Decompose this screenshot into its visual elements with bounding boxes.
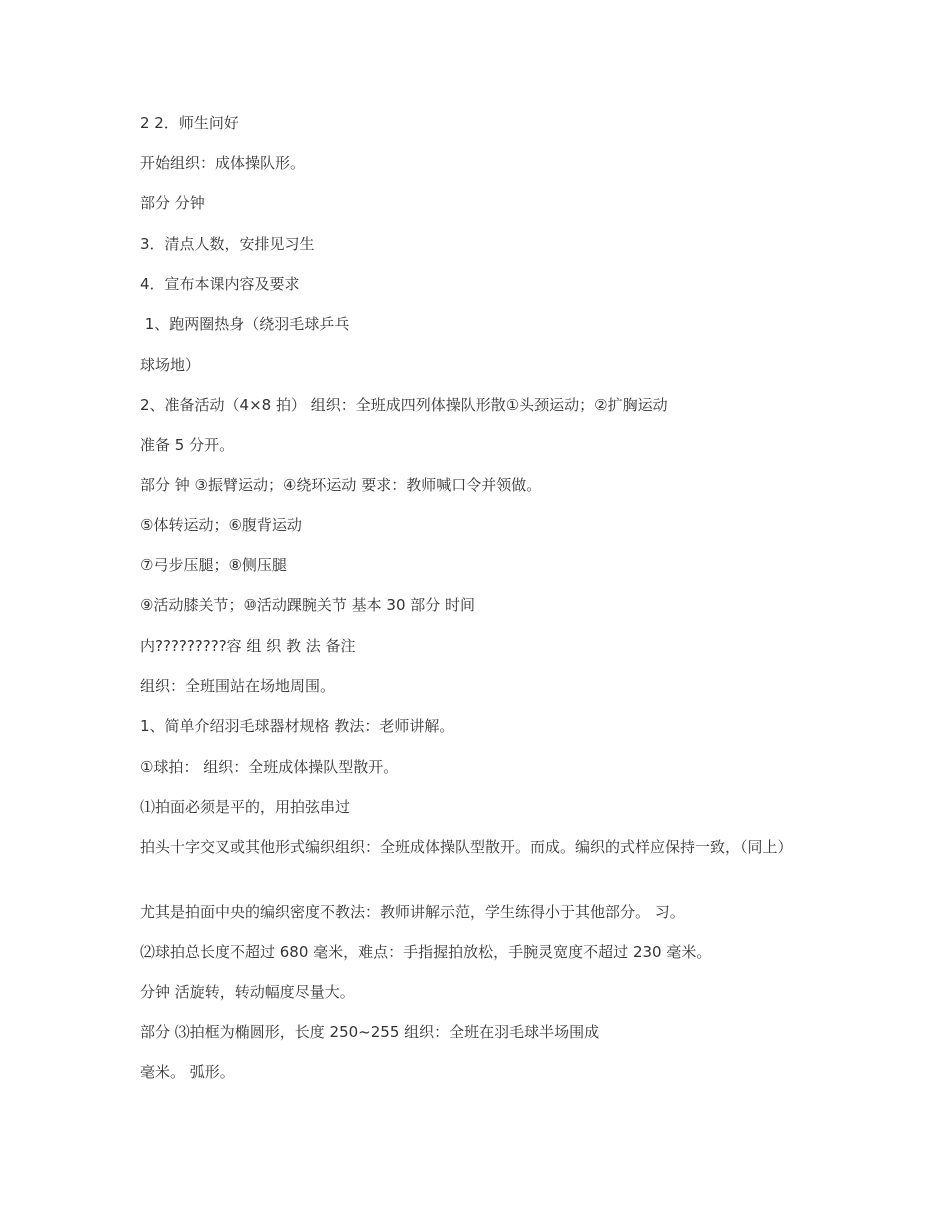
text-line-13: ⑨活动膝关节；⑩活动踝腕关节 基本 30 部分 时间 [140,596,476,614]
text-line-2: 开始组织：成体操队形。 [140,154,306,172]
text-line-6: 1、跑两圈热身（绕羽毛球乒乓 [140,315,350,333]
text-line-4: 3．清点人数，安排见习生 [140,235,315,253]
text-line-23: 部分 ⑶拍框为椭圆形，长度 250~255 组织：全班在羽毛球半场围成 [140,1023,600,1041]
text-line-14: 内?????????容 组 织 教 法 备注 [140,637,356,655]
text-line-10: 部分 钟 ③振臂运动；④绕环运动 要求：教师喊口令并领做。 [140,476,542,494]
text-line-12: ⑦弓步压腿；⑧侧压腿 [140,556,287,574]
text-line-16: 1、简单介绍羽毛球器材规格 教法：老师讲解。 [140,717,455,735]
text-line-21: ⑵球拍总长度不超过 680 毫米，难点：手指握拍放松，手腕灵宽度不超过 230 毫米。 [140,943,712,961]
text-line-11: ⑤体转运动；⑥腹背运动 [140,516,302,534]
text-line-5: 4．宣布本课内容及要求 [140,275,300,293]
text-line-1: 2 2．师生问好 [140,114,239,132]
text-line-17: ①球拍： 组织：全班成体操队型散开。 [140,758,399,776]
text-line-18: ⑴拍面必须是平的，用拍弦串过 [140,798,351,816]
text-line-8: 2、准备活动（4×8 拍） 组织：全班成四列体操队形散①头颈运动；②扩胸运动 [140,396,668,414]
text-line-24: 毫米。 弧形。 [140,1063,235,1081]
text-line-22: 分钟 活旋转，转动幅度尽量大。 [140,983,355,1001]
text-line-9: 准备 5 分开。 [140,436,235,454]
text-line-7: 球场地） [140,356,201,374]
text-line-15: 组织：全班围站在场地周围。 [140,677,336,695]
text-line-20: 尤其是拍面中央的编织密度不教法：教师讲解示范，学生练得小于其他部分。 习。 [140,903,685,921]
text-line-3: 部分 分钟 [140,194,205,212]
text-line-19: 拍头十字交叉或其他形式编织组织：全班成体操队型散开。而成。编织的式样应保持一致，（同上） [140,838,793,856]
